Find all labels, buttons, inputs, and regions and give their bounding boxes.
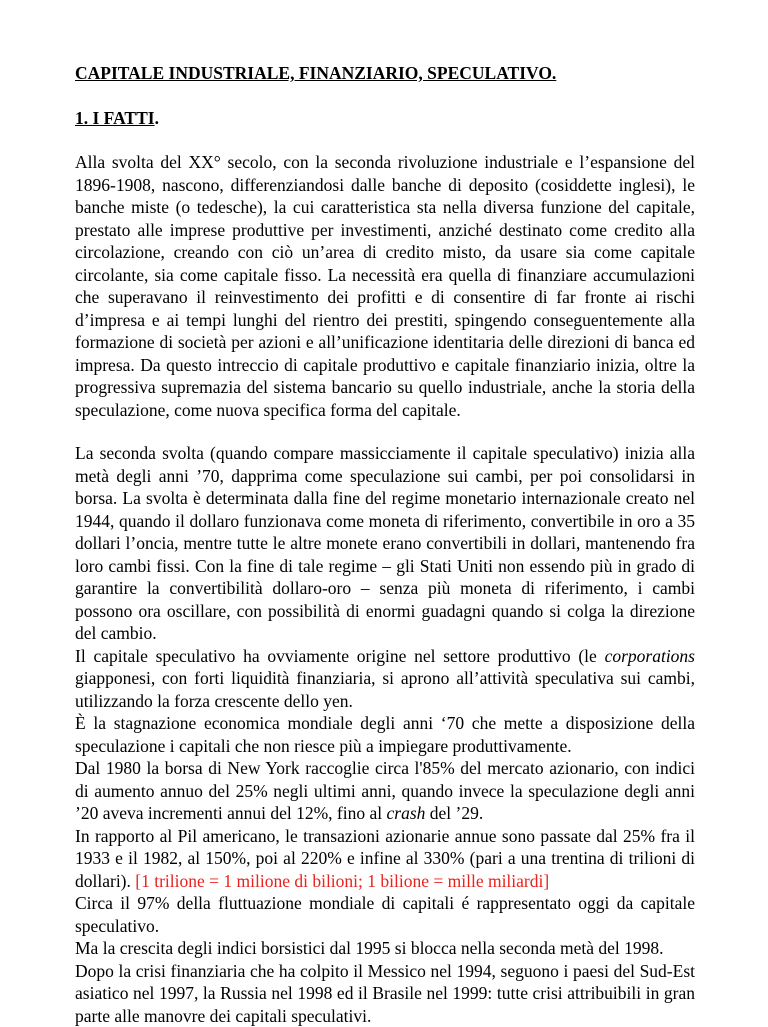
paragraph-9: Dopo la crisi finanziaria che ha colpito il Messico nel 1994, seguono i paesi del Sud-Est asiatico nel 1997, la Russia nel 1998 ed il Brasile nel 1999: tutte crisi attribuibili in gran parte alle manovre dei capitali speculativi.: [75, 960, 695, 1027]
paragraph-6-text: In rapporto al Pil americano, le transazioni azionarie annue sono passate dal 25% fra il 1933 e il 1982, al 150%, poi al 220% e infine al 330% (pari a una trentina di trilioni di dollari).: [75, 826, 695, 891]
section-heading: [75, 107, 695, 130]
paragraph-1: Alla svolta del XX° secolo, con la seconda rivoluzione industriale e l’espansione del 1896-1908, nascono, differenziandosi dalle banche di deposito (cosiddette inglesi), le banche miste (o tedesche), la cui caratteristica sta nella diversa funzione del capitale, prestato alle imprese produttive per investimenti, anziché destinato come credito alla circolazione, creando con ciò un’area di credito misto, da usare sia come capitale circolante, sia come capitale fisso. La necessità era quella di finanziare accumulazioni che superavano il reinvestimento dei profitti e di consentire di far fronte ai rischi d’impresa e ai tempi lunghi del rientro dei prestiti, spingendo conseguentemente alla formazione di società per azioni e all’unificazione identitaria delle direzioni di banca ed impresa. Da questo intreccio di capitale produttivo e capitale finanziario inizia, oltre la progressiva supremazia del sistema bancario su quello industriale, anche la storia della speculazione, come nuova specifica forma del capitale.: [75, 151, 695, 421]
paragraph-7: Circa il 97% della fluttuazione mondiale di capitali é rappresentato oggi da capitale speculativo.: [75, 892, 695, 937]
paragraph-3: [75, 645, 695, 713]
paragraph-3-start: Il capitale speculativo ha ovviamente origine nel settore produttivo (le: [75, 646, 605, 666]
section-heading-text: 1. I FATTI: [75, 108, 155, 128]
document-title: CAPITALE INDUSTRIALE, FINANZIARIO, SPECULATIVO.: [75, 62, 695, 85]
section-heading-period: .: [155, 108, 159, 128]
paragraph-5: [75, 757, 695, 825]
paragraph-2: La seconda svolta (quando compare massicciamente il capitale speculativo) inizia alla metà degli anni ’70, dapprima come speculazione sui cambi, per poi consolidarsi in borsa. La svolta è determinata dalla fine del regime monetario internazionale creato nel 1944, quando il dollaro funzionava come moneta di riferimento, convertibile in oro a 35 dollari l’oncia, mentre tutte le altre monete erano convertibili in dollari, mantenendo fra loro cambi fissi. Con la fine di tale regime – gli Stati Uniti non essendo più in grado di garantire la convertibilità dollaro-oro – senza più moneta di riferimento, i cambi possono ora oscillare, con possibilità di enormi guadagni quando si colga la direzione del cambio.: [75, 442, 695, 645]
emphasis-corporations: corporations: [605, 646, 695, 666]
emphasis-crash: crash: [387, 803, 426, 823]
document-body: [75, 62, 695, 1027]
unit-note: [1 trilione = 1 milione di bilioni; 1 bilione = mille miliardi]: [135, 871, 549, 891]
paragraph-4: È la stagnazione economica mondiale degli anni ‘70 che mette a disposizione della speculazione i capitali che non riesce più a impiegare produttivamente.: [75, 712, 695, 757]
paragraph-5-end: del ’29.: [425, 803, 483, 823]
paragraph-6: [75, 825, 695, 893]
paragraph-5-start: Dal 1980 la borsa di New York raccoglie circa l'85% del mercato azionario, con indici di aumento annuo del 25% negli ultimi anni, quando invece la speculazione degli anni ’20 aveva incrementi annui del 12%, fino al: [75, 758, 695, 823]
paragraph-3-end: giapponesi, con forti liquidità finanziaria, si aprono all’attività speculativa sui cambi, utilizzando la forza crescente dello yen.: [75, 668, 695, 711]
paragraph-8: Ma la crescita degli indici borsistici dal 1995 si blocca nella seconda metà del 1998.: [75, 937, 695, 960]
